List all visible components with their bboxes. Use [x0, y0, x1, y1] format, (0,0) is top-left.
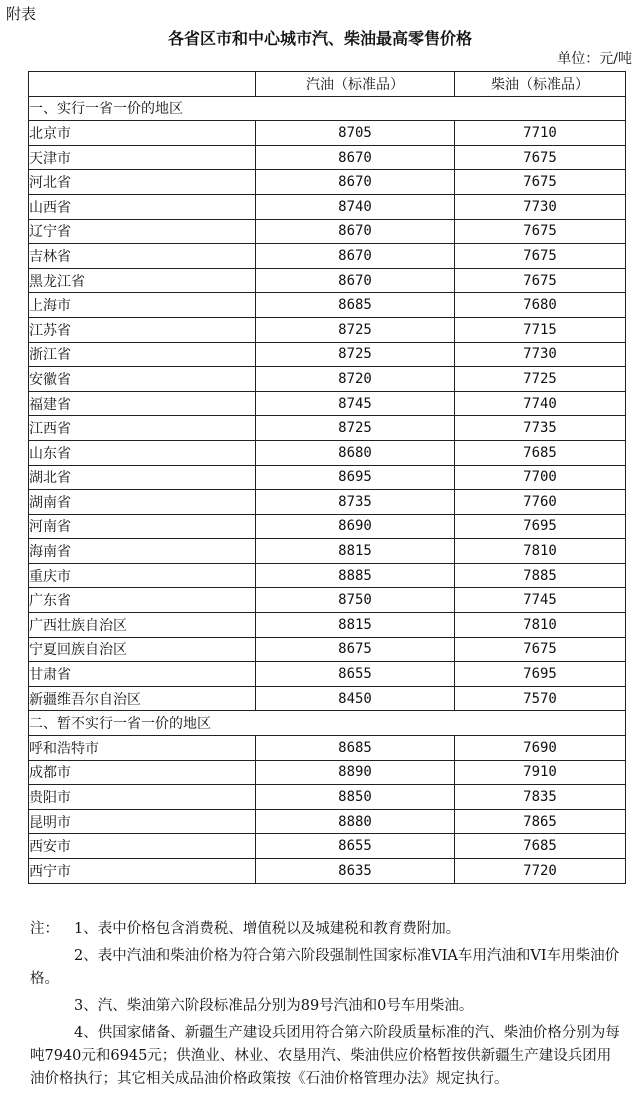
diesel-price-cell: 7885 [455, 563, 626, 588]
notes [30, 918, 625, 1095]
region-cell: 江苏省 [29, 317, 256, 342]
table-row [29, 416, 626, 441]
table-row [29, 170, 626, 195]
region-cell: 山东省 [29, 440, 256, 465]
region-cell: 黑龙江省 [29, 268, 256, 293]
gasoline-price-cell: 8885 [256, 563, 455, 588]
diesel-price-cell: 7810 [455, 539, 626, 564]
diesel-price-cell: 7675 [455, 170, 626, 195]
gasoline-price-cell: 8635 [256, 859, 455, 884]
table-row [29, 785, 626, 810]
diesel-price-cell: 7720 [455, 859, 626, 884]
region-cell: 北京市 [29, 121, 256, 146]
table-row [29, 760, 626, 785]
gasoline-price-cell: 8745 [256, 391, 455, 416]
region-cell: 河北省 [29, 170, 256, 195]
table-row [29, 317, 626, 342]
region-cell: 湖北省 [29, 465, 256, 490]
gasoline-price-cell: 8880 [256, 809, 455, 834]
price-table [28, 71, 626, 884]
gasoline-price-cell: 8725 [256, 342, 455, 367]
table-row [29, 809, 626, 834]
region-cell: 山西省 [29, 194, 256, 219]
unit-label: 单位：元/吨 [557, 51, 632, 67]
header-region [29, 72, 256, 97]
gasoline-price-cell: 8815 [256, 613, 455, 638]
gasoline-price-cell: 8725 [256, 317, 455, 342]
diesel-price-cell: 7730 [455, 194, 626, 219]
region-cell: 吉林省 [29, 244, 256, 269]
table-row [29, 736, 626, 761]
note-item: 3、汽、柴油第六阶段标准品分别为89号汽油和0号车用柴油。 [74, 998, 474, 1014]
gasoline-price-cell: 8670 [256, 170, 455, 195]
section-title: 二、暂不实行一省一价的地区 [29, 711, 626, 736]
table-row [29, 662, 626, 687]
table-row [29, 145, 626, 170]
diesel-price-cell: 7695 [455, 662, 626, 687]
gasoline-price-cell: 8670 [256, 145, 455, 170]
gasoline-price-cell: 8725 [256, 416, 455, 441]
region-cell: 昆明市 [29, 809, 256, 834]
diesel-price-cell: 7570 [455, 686, 626, 711]
table-row [29, 859, 626, 884]
region-cell: 湖南省 [29, 490, 256, 515]
gasoline-price-cell: 8670 [256, 244, 455, 269]
region-cell: 甘肃省 [29, 662, 256, 687]
region-cell: 广东省 [29, 588, 256, 613]
diesel-price-cell: 7745 [455, 588, 626, 613]
table-row [29, 514, 626, 539]
diesel-price-cell: 7865 [455, 809, 626, 834]
region-cell: 上海市 [29, 293, 256, 318]
section-title: 一、实行一省一价的地区 [29, 96, 626, 121]
table-row [29, 490, 626, 515]
appendix-label: 附表 [6, 5, 37, 23]
region-cell: 新疆维吾尔自治区 [29, 686, 256, 711]
gasoline-price-cell: 8850 [256, 785, 455, 810]
gasoline-price-cell: 8815 [256, 539, 455, 564]
diesel-price-cell: 7675 [455, 244, 626, 269]
table-row [29, 539, 626, 564]
gasoline-price-cell: 8450 [256, 686, 455, 711]
region-cell: 河南省 [29, 514, 256, 539]
page-title: 各省区市和中心城市汽、柴油最高零售价格 [167, 29, 472, 48]
gasoline-price-cell: 8720 [256, 367, 455, 392]
diesel-price-cell: 7730 [455, 342, 626, 367]
diesel-price-cell: 7735 [455, 416, 626, 441]
gasoline-price-cell: 8685 [256, 293, 455, 318]
table-header-row [29, 72, 626, 97]
region-cell: 安徽省 [29, 367, 256, 392]
diesel-price-cell: 7910 [455, 760, 626, 785]
region-cell: 贵阳市 [29, 785, 256, 810]
gasoline-price-cell: 8735 [256, 490, 455, 515]
table-row [29, 440, 626, 465]
table-row [29, 391, 626, 416]
diesel-price-cell: 7725 [455, 367, 626, 392]
table-row [29, 194, 626, 219]
gasoline-price-cell: 8670 [256, 219, 455, 244]
diesel-price-cell: 7810 [455, 613, 626, 638]
gasoline-price-cell: 8705 [256, 121, 455, 146]
note-item [30, 918, 625, 941]
gasoline-price-cell: 8740 [256, 194, 455, 219]
table-row [29, 686, 626, 711]
table-row [29, 293, 626, 318]
note-item: 4、供国家储备、新疆生产建设兵团用符合第六阶段质量标准的汽、柴油价格分别为每吨7940元和6945元；供渔业、林业、农垦用汽、柴油供应价格暂按供新疆生产建设兵团用油价格执行；其它相关成品油价格政策按《石油价格管理办法》规定执行。 [30, 1025, 620, 1087]
table-row [29, 834, 626, 859]
diesel-price-cell: 7675 [455, 219, 626, 244]
table-row [29, 465, 626, 490]
region-cell: 福建省 [29, 391, 256, 416]
region-cell: 宁夏回族自治区 [29, 637, 256, 662]
diesel-price-cell: 7675 [455, 637, 626, 662]
diesel-price-cell: 7715 [455, 317, 626, 342]
table-row [29, 563, 626, 588]
region-cell: 呼和浩特市 [29, 736, 256, 761]
section-row [29, 711, 626, 736]
gasoline-price-cell: 8655 [256, 834, 455, 859]
diesel-price-cell: 7675 [455, 145, 626, 170]
region-cell: 江西省 [29, 416, 256, 441]
diesel-price-cell: 7690 [455, 736, 626, 761]
region-cell: 浙江省 [29, 342, 256, 367]
header-gasoline: 汽油（标准品） [256, 72, 455, 97]
gasoline-price-cell: 8690 [256, 514, 455, 539]
gasoline-price-cell: 8890 [256, 760, 455, 785]
region-cell: 海南省 [29, 539, 256, 564]
diesel-price-cell: 7675 [455, 268, 626, 293]
region-cell: 广西壮族自治区 [29, 613, 256, 638]
diesel-price-cell: 7710 [455, 121, 626, 146]
gasoline-price-cell: 8670 [256, 268, 455, 293]
table-row [29, 588, 626, 613]
diesel-price-cell: 7835 [455, 785, 626, 810]
diesel-price-cell: 7695 [455, 514, 626, 539]
table-row [29, 613, 626, 638]
region-cell: 西宁市 [29, 859, 256, 884]
table-row [29, 244, 626, 269]
header-diesel: 柴油（标准品） [455, 72, 626, 97]
notes-label: 注： [30, 921, 59, 937]
region-cell: 辽宁省 [29, 219, 256, 244]
gasoline-price-cell: 8680 [256, 440, 455, 465]
region-cell: 西安市 [29, 834, 256, 859]
gasoline-price-cell: 8675 [256, 637, 455, 662]
table-row [29, 367, 626, 392]
diesel-price-cell: 7685 [455, 834, 626, 859]
diesel-price-cell: 7680 [455, 293, 626, 318]
region-cell: 成都市 [29, 760, 256, 785]
table-row [29, 121, 626, 146]
gasoline-price-cell: 8750 [256, 588, 455, 613]
region-cell: 重庆市 [29, 563, 256, 588]
gasoline-price-cell: 8655 [256, 662, 455, 687]
note-item: 2、表中汽油和柴油价格为符合第六阶段强制性国家标准VIA车用汽油和VI车用柴油价格。 [30, 948, 620, 987]
diesel-price-cell: 7700 [455, 465, 626, 490]
table-row [29, 342, 626, 367]
table-row [29, 637, 626, 662]
table-row [29, 219, 626, 244]
section-row [29, 96, 626, 121]
gasoline-price-cell: 8695 [256, 465, 455, 490]
note-text: 1、表中价格包含消费税、增值税以及城建税和教育费附加。 [74, 921, 461, 937]
diesel-price-cell: 7685 [455, 440, 626, 465]
gasoline-price-cell: 8685 [256, 736, 455, 761]
region-cell: 天津市 [29, 145, 256, 170]
table-row [29, 268, 626, 293]
diesel-price-cell: 7740 [455, 391, 626, 416]
diesel-price-cell: 7760 [455, 490, 626, 515]
